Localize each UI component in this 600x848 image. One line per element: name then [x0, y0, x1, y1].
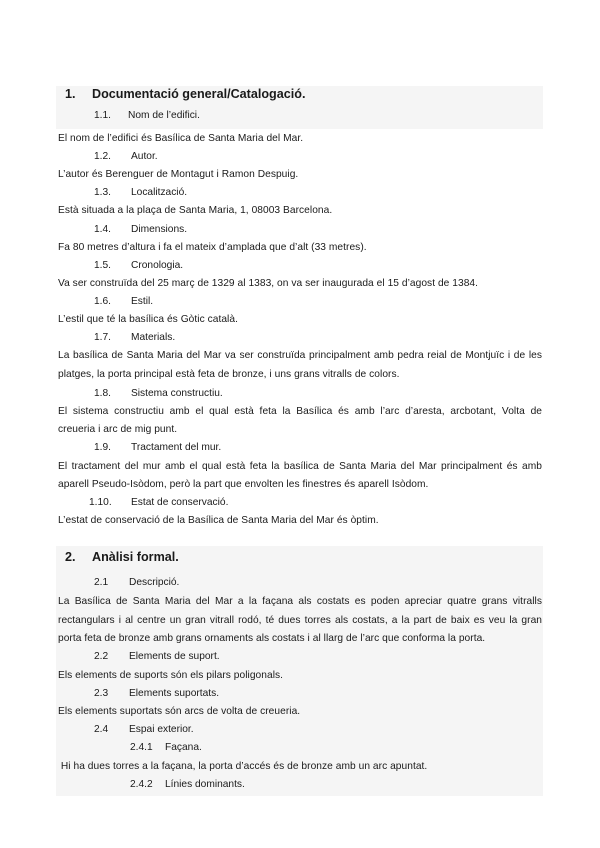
subsection-number: 1.8.	[94, 388, 111, 399]
subsection-title: Estat de conservació.	[131, 497, 229, 508]
subsection-title: Dimensions.	[131, 224, 188, 235]
paragraph-line: El sistema constructiu amb el qual està feta la Basílica és amb l’arc d’aresta, arcbotant, Volta de	[58, 406, 542, 417]
paragraph-line: L’estil que té la basílica és Gòtic català.	[58, 314, 238, 325]
subsection-number: 2.2	[94, 651, 109, 662]
subsection-number: 2.4.2	[130, 779, 153, 790]
subsection-number: 2.1	[94, 577, 109, 588]
subsection-title: Tractament del mur.	[131, 442, 222, 453]
subsection-title: Elements de suport.	[129, 651, 220, 662]
paragraph-line: aparell Pseudo-Isòdom, però la part que envolten les finestres és aparell Isòdom.	[58, 479, 429, 490]
section-number: 2.	[65, 550, 76, 564]
subsection-title: Nom de l’edifici.	[128, 110, 200, 121]
subsection-title: Façana.	[165, 742, 202, 753]
subsection-number: 2.4	[94, 724, 109, 735]
subsection-number: 1.4.	[94, 224, 111, 235]
subsection-number: 1.9.	[94, 442, 111, 453]
paragraph-line: Va ser construïda del 25 març de 1329 al 1383, on va ser inaugurada el 15 d’agost de 1384.	[58, 278, 479, 289]
paragraph-line: El nom de l’edifici és Basílica de Santa Maria del Mar.	[58, 133, 304, 144]
subsection-title: Línies dominants.	[165, 779, 245, 790]
paragraph-line: La basílica de Santa Maria del Mar va ser construïda principalment amb pedra reial de Montjuïc i de les	[58, 350, 542, 361]
paragraph-line: platges, la porta principal està feta de bronze, i uns grans vitralls de colors.	[58, 369, 400, 380]
subsection-number: 2.3	[94, 688, 109, 699]
paragraph-line: Fa 80 metres d’altura i fa el mateix d’amplada que d’alt (33 metres).	[58, 242, 367, 253]
paragraph-line: L’estat de conservació de la Basílica de Santa Maria del Mar és òptim.	[58, 515, 379, 526]
subsection-number: 1.6.	[94, 296, 111, 307]
paragraph-line: El tractament del mur amb el qual està feta la basílica de Santa Maria del Mar principalment és amb	[58, 461, 542, 472]
paragraph-line: Hi ha dues torres a la façana, la porta d’accés és de bronze amb un arc apuntat.	[58, 761, 428, 772]
paragraph-line: L’autor és Berenguer de Montagut i Ramon Despuig.	[58, 169, 299, 180]
subsection-number: 1.5.	[94, 260, 111, 271]
subsection-number: 2.4.1	[130, 742, 153, 753]
subsection-number: 1.3.	[94, 187, 111, 198]
paragraph-line: porta feta de bronze amb grans ornaments als costats i al llarg de l’arc que conforma la porta.	[58, 633, 486, 644]
paragraph-line: rectangulars i al centre un gran vitrall rodó, té dues torres als costats, a la part de baix es veu la gran	[58, 615, 542, 626]
subsection-title: Descripció.	[129, 577, 180, 588]
subsection-title: Cronologia.	[131, 260, 184, 271]
subsection-title: Sistema constructiu.	[131, 388, 223, 399]
section-title: Anàlisi formal.	[92, 550, 179, 564]
subsection-number: 1.7.	[94, 332, 111, 343]
subsection-title: Materials.	[131, 332, 176, 343]
paragraph-line: La Basílica de Santa Maria del Mar a la façana als costats es poden apreciar quatre grans vitralls	[58, 596, 542, 607]
paragraph-line: Està situada a la plaça de Santa Maria, 1, 08003 Barcelona.	[58, 205, 333, 216]
section-title: Documentació general/Catalogació.	[92, 87, 306, 101]
subsection-number: 1.2.	[94, 151, 111, 162]
subsection-title: Localització.	[131, 187, 188, 198]
paragraph-line: creueria i arc de mig punt.	[58, 424, 178, 435]
subsection-number: 1.10.	[89, 497, 112, 508]
subsection-number: 1.1.	[94, 110, 111, 121]
paragraph-line: Els elements de suports són els pilars poligonals.	[58, 670, 284, 681]
section-number: 1.	[65, 87, 76, 101]
paragraph-line: Els elements suportats són arcs de volta de creueria.	[58, 706, 301, 717]
subsection-title: Autor.	[131, 151, 158, 162]
subsection-title: Estil.	[131, 296, 154, 307]
subsection-title: Elements suportats.	[129, 688, 220, 699]
subsection-title: Espai exterior.	[129, 724, 194, 735]
